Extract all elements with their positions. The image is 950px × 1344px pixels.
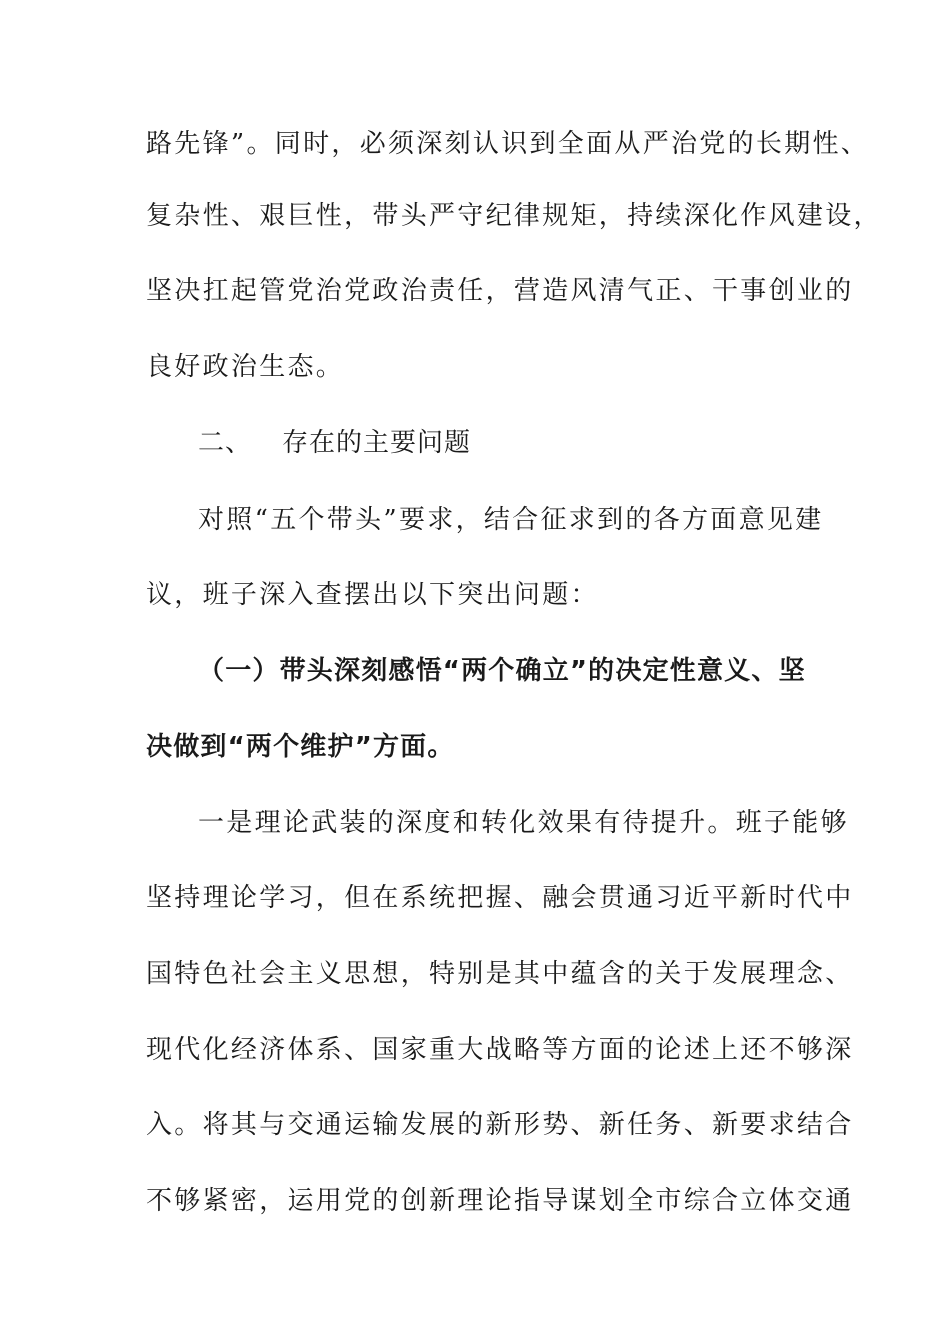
paragraph-line: 不够紧密，运用党的创新理论指导谋划全市综合立体交通 — [146, 1186, 854, 1216]
paragraph-line: 良好政治生态。 — [146, 352, 345, 382]
section-title: 存在的主要问题 — [282, 428, 472, 458]
subheading-line: 决做到“两个维护”方面。 — [146, 732, 455, 762]
paragraph-line: 对照“五个带头”要求，结合征求到的各方面意见建 — [198, 505, 824, 535]
paragraph-line: 坚决扛起管党治党政治责任，营造风清气正、干事创业的 — [146, 276, 854, 306]
paragraph-line: 复杂性、艰巨性，带头严守纪律规矩，持续深化作风建设， — [146, 201, 882, 231]
paragraph-line: 入。将其与交通运输发展的新形势、新任务、新要求结合 — [146, 1110, 854, 1140]
paragraph-line: 路先锋”。同时，必须深刻认识到全面从严治党的长期性、 — [146, 129, 870, 159]
paragraph-line: 国特色社会主义思想，特别是其中蕴含的关于发展理念、 — [146, 959, 854, 989]
paragraph-line: 坚持理论学习，但在系统把握、融会贯通习近平新时代中 — [146, 883, 854, 913]
subheading-line: （一）带头深刻感悟“两个确立”的决定性意义、坚 — [198, 656, 806, 686]
paragraph-line: 议，班子深入查摆出以下突出问题： — [146, 580, 599, 610]
section-number: 二、 — [198, 428, 253, 458]
paragraph-line: 现代化经济体系、国家重大战略等方面的论述上还不够深 — [146, 1035, 854, 1065]
paragraph-line: 一是理论武装的深度和转化效果有待提升。班子能够 — [198, 808, 849, 838]
section-heading — [198, 423, 858, 463]
